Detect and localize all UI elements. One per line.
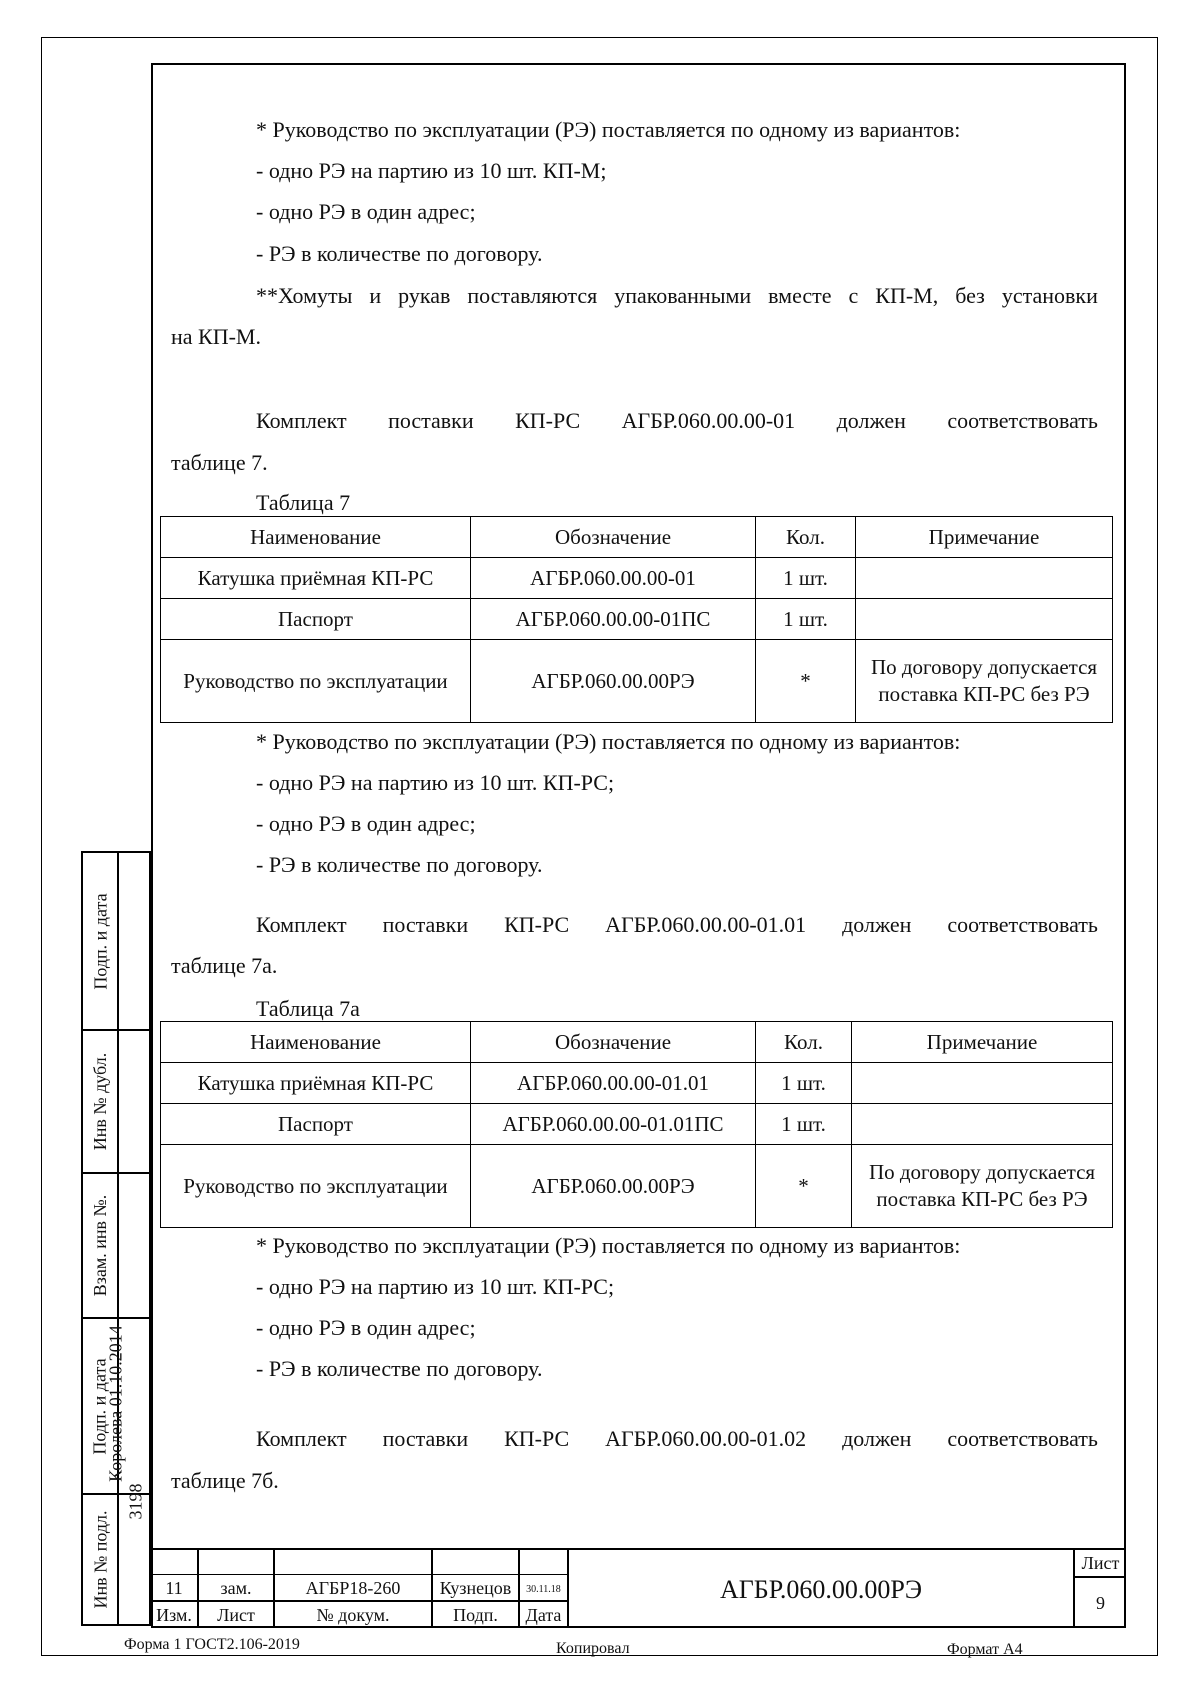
table-cell: 1 шт. bbox=[756, 1063, 852, 1104]
tb-h-podp: Подп. bbox=[453, 1605, 498, 1625]
rm-variant-3c: - РЭ в количестве по договору. bbox=[256, 1356, 543, 1381]
tb-list: зам. bbox=[220, 1578, 252, 1598]
tb-doc-number: АГБР18-260 bbox=[305, 1578, 401, 1598]
table-cell: АГБР.060.00.00РЭ bbox=[471, 1145, 756, 1228]
table-cell: * bbox=[756, 640, 856, 723]
table-row bbox=[161, 1063, 1113, 1104]
table-row bbox=[161, 1104, 1113, 1145]
header-designation: Обозначение bbox=[471, 517, 756, 558]
table-cell: По договору допускается поставка КП-РС без РЭ bbox=[852, 1145, 1113, 1228]
header-name: Наименование bbox=[161, 517, 471, 558]
table-header-row bbox=[161, 517, 1113, 558]
table-row bbox=[161, 558, 1113, 599]
table-cell: 1 шт. bbox=[756, 1104, 852, 1145]
document-designation: АГБР.060.00.00РЭ bbox=[719, 1575, 923, 1604]
rm-variant-2: - одно РЭ в один адрес; bbox=[256, 199, 476, 224]
kit-paragraph-7a-end: таблице 7а. bbox=[171, 953, 278, 978]
table-7 bbox=[160, 516, 1113, 723]
table-cell bbox=[856, 558, 1113, 599]
header-qty: Кол. bbox=[756, 517, 856, 558]
table-cell bbox=[852, 1104, 1113, 1145]
table-header-row bbox=[161, 1022, 1113, 1063]
table-row bbox=[161, 599, 1113, 640]
stamp-podp-data-1: Подп. и дата bbox=[81, 851, 151, 1029]
table-cell bbox=[856, 599, 1113, 640]
stamp-vzam-inv: Взам. инв №. bbox=[81, 1172, 151, 1317]
rm-variant-2b: - одно РЭ в один адрес; bbox=[256, 811, 476, 836]
table-cell: АГБР.060.00.00-01.01ПС bbox=[471, 1104, 756, 1145]
table-cell: * bbox=[756, 1145, 852, 1228]
rm-variant-2c: - одно РЭ в один адрес; bbox=[256, 1315, 476, 1340]
tb-h-doc: № докум. bbox=[316, 1605, 390, 1625]
header-designation: Обозначение bbox=[471, 1022, 756, 1063]
rm-variant-1: - одно РЭ на партию из 10 шт. КП-М; bbox=[256, 158, 607, 183]
header-note: Примечание bbox=[856, 517, 1113, 558]
title-block bbox=[151, 1548, 1126, 1628]
kit-paragraph-7a: Комплект поставки КП-РС АГБР.060.00.00-01.01 должен соответствовать bbox=[256, 912, 1098, 937]
stamp-inv-dubl: Инв № дубл. bbox=[81, 1029, 151, 1172]
table-cell: Катушка приёмная КП-РС bbox=[161, 558, 471, 599]
table-cell: По договору допускается поставка КП-РС без РЭ bbox=[856, 640, 1113, 723]
tb-h-list: Лист bbox=[217, 1605, 255, 1625]
stamp-inv-podl: Инв № подл. 3198 bbox=[81, 1493, 151, 1626]
table-cell: Руководство по эксплуатации bbox=[161, 640, 471, 723]
kit-paragraph-7b-end: таблице 7б. bbox=[171, 1468, 279, 1493]
tb-sheet-label: Лист bbox=[1081, 1553, 1120, 1573]
tb-h-date: Дата bbox=[525, 1605, 562, 1625]
rm-variant-1c: - одно РЭ на партию из 10 шт. КП-РС; bbox=[256, 1274, 615, 1299]
table-cell: Паспорт bbox=[161, 1104, 471, 1145]
footer-copied: Копировал bbox=[556, 1640, 630, 1657]
table-row bbox=[161, 640, 1113, 723]
rm-note-3: * Руководство по эксплуатации (РЭ) поставляется по одному из вариантов: bbox=[256, 1233, 961, 1258]
table-row bbox=[161, 1145, 1113, 1228]
table-cell: АГБР.060.00.00-01ПС bbox=[471, 599, 756, 640]
table7-caption: Таблица 7 bbox=[256, 490, 351, 515]
rm-note-1: * Руководство по эксплуатации (РЭ) поставляется по одному из вариантов: bbox=[256, 117, 961, 142]
tb-izm: 11 bbox=[165, 1578, 183, 1598]
tb-signature: Кузнецов bbox=[439, 1578, 512, 1598]
table-cell: Катушка приёмная КП-РС bbox=[161, 1063, 471, 1104]
table-cell: АГБР.060.00.00РЭ bbox=[471, 640, 756, 723]
table-cell: 1 шт. bbox=[756, 599, 856, 640]
rm-variant-3b: - РЭ в количестве по договору. bbox=[256, 852, 543, 877]
clamps-note-end: на КП-М. bbox=[171, 324, 261, 349]
tb-sheet-number: 9 bbox=[1096, 1593, 1105, 1613]
table-cell: АГБР.060.00.00-01 bbox=[471, 558, 756, 599]
rm-variant-1b: - одно РЭ на партию из 10 шт. КП-РС; bbox=[256, 770, 615, 795]
kit-paragraph-7-end: таблице 7. bbox=[171, 450, 268, 475]
kit-paragraph-7b: Комплект поставки КП-РС АГБР.060.00.00-01.02 должен соответствовать bbox=[256, 1426, 1098, 1451]
footer-format: Формат А4 bbox=[947, 1641, 1023, 1658]
table-cell: 1 шт. bbox=[756, 558, 856, 599]
table-7a bbox=[160, 1021, 1113, 1228]
kit-paragraph-7: Комплект поставки КП-РС АГБР.060.00.00-01 должен соответствовать bbox=[256, 408, 1098, 433]
rm-variant-3: - РЭ в количестве по договору. bbox=[256, 241, 543, 266]
table-cell: Руководство по эксплуатации bbox=[161, 1145, 471, 1228]
table-cell bbox=[852, 1063, 1113, 1104]
clamps-note: **Хомуты и рукав поставляются упакованными вместе с КП-М, без установки bbox=[256, 283, 1098, 308]
tb-h-izm: Изм. bbox=[156, 1605, 192, 1625]
header-qty: Кол. bbox=[756, 1022, 852, 1063]
footer-form: Форма 1 ГОСТ2.106-2019 bbox=[124, 1636, 300, 1653]
header-name: Наименование bbox=[161, 1022, 471, 1063]
tb-date: 30.11.18 bbox=[526, 1584, 561, 1595]
table7a-caption: Таблица 7а bbox=[256, 996, 360, 1021]
header-note: Примечание bbox=[852, 1022, 1113, 1063]
stamp-podp-data-2: Подп. и дата Королева 01.10.2014 bbox=[81, 1317, 151, 1493]
rm-note-2: * Руководство по эксплуатации (РЭ) поставляется по одному из вариантов: bbox=[256, 729, 961, 754]
table-cell: АГБР.060.00.00-01.01 bbox=[471, 1063, 756, 1104]
table-cell: Паспорт bbox=[161, 599, 471, 640]
